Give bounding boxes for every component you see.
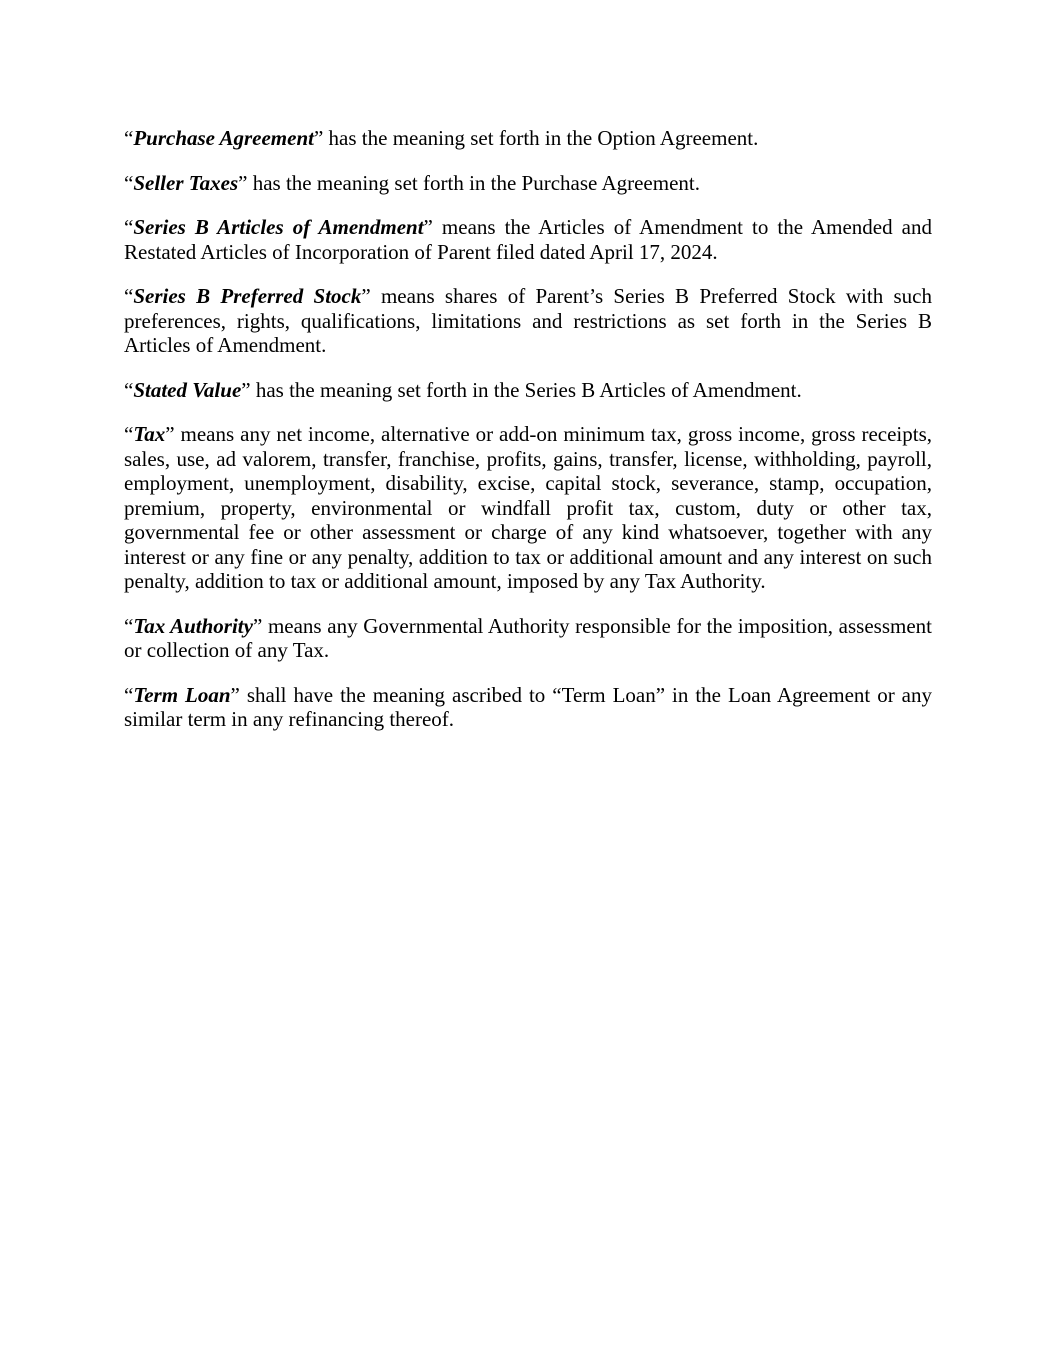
open-quote: “: [124, 170, 134, 195]
definition-paragraph: [124, 422, 932, 594]
definition-paragraph: [124, 126, 932, 151]
definition-text: ” means the Articles of Amendment to the Amended and Restated Articles of Incorporation of Parent filed dated April 17, 2024.: [124, 215, 932, 264]
defined-term: Tax Authority: [133, 613, 253, 638]
open-quote: “: [124, 215, 134, 239]
definition-paragraph: [124, 614, 932, 663]
definition-text: ” means any Governmental Authority responsible for the imposition, assessment or collection of any Tax.: [124, 613, 932, 662]
definition-text: ” has the meaning set forth in the Series B Articles of Amendment.: [241, 377, 802, 402]
defined-term: Purchase Agreement: [133, 126, 314, 150]
definition-paragraph: [124, 378, 932, 403]
definitions-section: [124, 126, 932, 732]
definition-text: ” has the meaning set forth in the Option Agreement.: [313, 126, 759, 150]
defined-term: Series B Preferred Stock: [133, 284, 362, 308]
definition-text: ” means any net income, alternative or add-on minimum tax, gross income, gross receipts, sales, use, ad valorem, transfer, franchise, profits, gains, transfer, license, withholding, payroll, employment, unemployment, disability, excise, capital stock, severance, stamp, occupation, premium, property, environmental or windfall profit tax, custom, duty or other tax, governmental fee or other assessment or charge of any kind whatsoever, together with any interest or any fine or any penalty, addition to tax or additional amount and any interest on such penalty, addition to tax or additional amount, imposed by any Tax Authority.: [124, 422, 932, 593]
open-quote: “: [124, 377, 134, 402]
definition-text: ” means shares of Parent’s Series B Preferred Stock with such preferences, rights, qualifications, limitations and restrictions as set forth in the Series B Articles of Amendment.: [124, 284, 932, 357]
defined-term: Stated Value: [133, 377, 242, 402]
open-quote: “: [124, 682, 134, 707]
open-quote: “: [124, 613, 134, 638]
open-quote: “: [124, 126, 134, 150]
definition-text: ” has the meaning set forth in the Purchase Agreement.: [238, 170, 700, 195]
definition-paragraph: [124, 284, 932, 358]
definition-paragraph: [124, 215, 932, 264]
open-quote: “: [124, 422, 134, 446]
defined-term: Seller Taxes: [133, 170, 239, 195]
open-quote: “: [124, 284, 134, 308]
defined-term: Term Loan: [133, 682, 231, 707]
defined-term: Tax: [133, 422, 166, 446]
definition-text: ” shall have the meaning ascribed to “Term Loan” in the Loan Agreement or any similar term in any refinancing thereof.: [124, 682, 932, 731]
definition-paragraph: [124, 683, 932, 732]
definition-paragraph: [124, 171, 932, 196]
defined-term: Series B Articles of Amendment: [133, 215, 424, 239]
